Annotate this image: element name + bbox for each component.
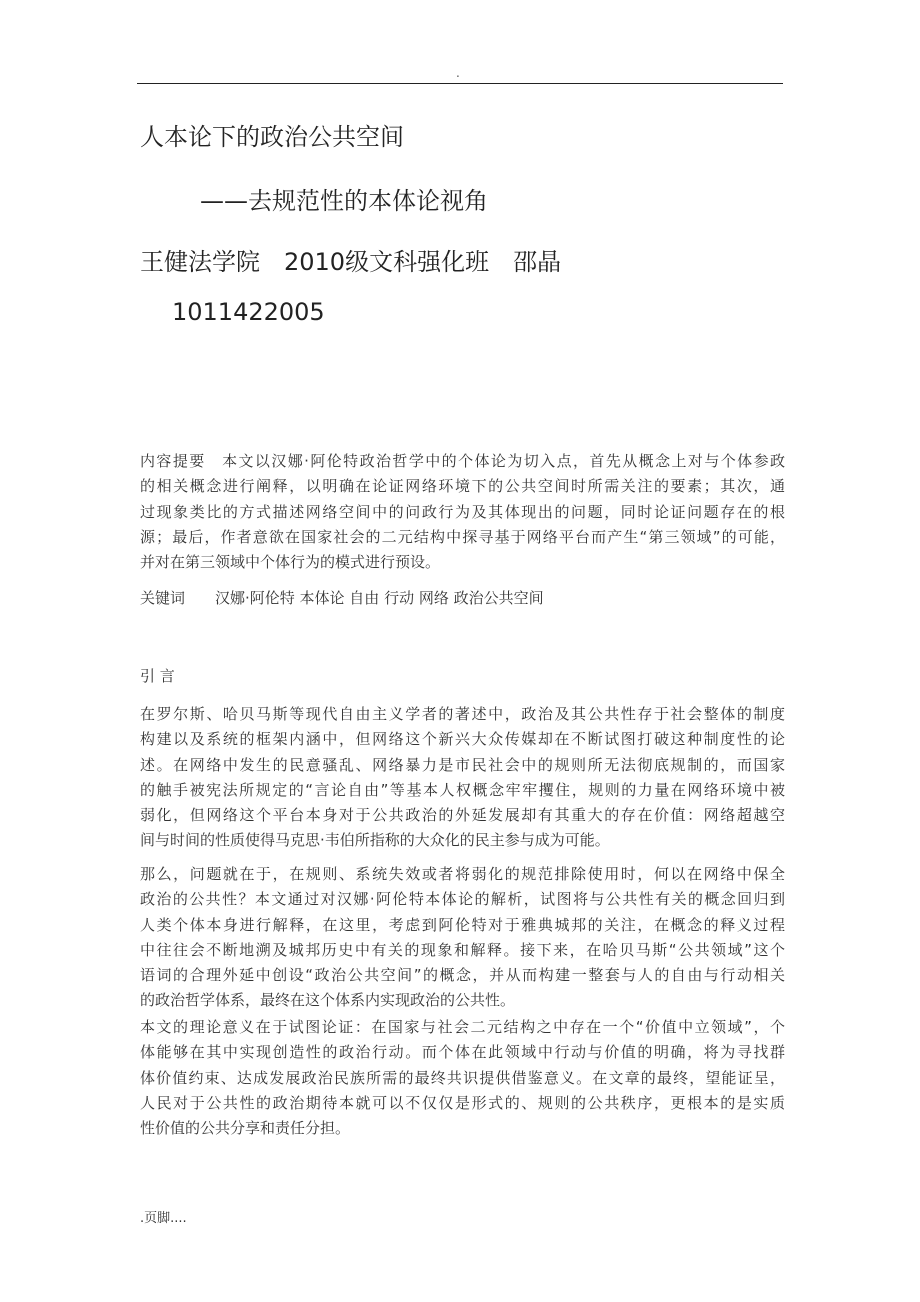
text-line: 性价值的公共分享和责任分担。: [140, 1119, 351, 1138]
keywords: 关键词 汉娜·阿伦特 本体论 自由 行动 网络 政治公共空间: [140, 589, 544, 607]
paragraph-1: [140, 702, 785, 854]
document-subtitle: ——去规范性的本体论视角: [200, 187, 488, 215]
abstract: [140, 449, 785, 575]
text-line: 内容提要 本文以汉娜·阿伦特政治哲学中的个体论为切入点，首先从概念上对与个体参政: [140, 452, 785, 470]
footer: .页脚....: [140, 1211, 187, 1226]
text-line: 弱化，但网络这个平台本身对于公共政治的外延发展却有其重大的存在价值：网络超越空: [140, 806, 785, 825]
text-line: 并对在第三领域中个体行为的模式进行预设。: [140, 553, 441, 572]
text-line: 那么，问题就在于，在规则、系统失效或者将弱化的规范排除使用时，何以在网络中保全: [140, 865, 785, 883]
text-line: 本文的理论意义在于试图论证：在国家与社会二元结构之中存在一个“价值中立领域”，个: [140, 1018, 785, 1036]
author-line: 王健法学院 2010级文科强化班 邵晶: [140, 248, 562, 276]
document-title: 人本论下的政治公共空间: [140, 123, 404, 151]
text-line: 人类个体本身进行解释，在这里，考虑到阿伦特对于雅典城邦的关注，在概念的释义过程: [140, 915, 785, 934]
text-line: 构建以及系统的框架内涵中，但网络这个新兴大众传媒却在不断试图打破这种制度性的论: [140, 730, 785, 749]
header-mark: .: [456, 66, 460, 80]
student-id: 1011422005: [172, 298, 325, 326]
text-line: 述。在网络中发生的民意骚乱、网络暴力是市民社会中的规则所无法彻底规制的，而国家: [140, 755, 785, 774]
header-rule: [137, 83, 783, 84]
text-line: 过现象类比的方式描述网络空间中的问政行为及其体现出的问题，同时论证问题存在的根: [140, 502, 785, 521]
text-line: 语词的合理外延中创设“政治公共空间”的概念，并从而构建一整套与人的自由与行动相关: [140, 966, 785, 985]
text-line: 中往往会不断地溯及城邦历史中有关的现象和解释。接下来，在哈贝马斯“公共领域”这个: [140, 940, 785, 959]
text-line: 体价值约束、达成发展政治民族所需的最终共识提供借鉴意义。在文章的最终，望能证呈，: [140, 1068, 785, 1087]
paragraph-3: [140, 1015, 785, 1141]
text-line: 人民对于公共性的政治期待本就可以不仅仅是形式的、规则的公共秩序，更根本的是实质: [140, 1093, 785, 1112]
text-line: 政治的公共性？本文通过对汉娜·阿伦特本体论的解析，试图将与公共性有关的概念回归到: [140, 890, 785, 909]
text-line: 的相关概念进行阐释，以明确在论证网络环境下的公共空间时所需关注的要素；其次，通: [140, 477, 785, 496]
paragraph-2: [140, 862, 785, 1014]
text-line: 间与时间的性质使得马克思·韦伯所指称的大众化的民主参与成为可能。: [140, 831, 610, 850]
text-line: 源；最后，作者意欲在国家社会的二元结构中探寻基于网络平台而产生“第三领域”的可能，: [140, 527, 785, 546]
section-title: 引 言: [140, 667, 175, 685]
text-line: 体能够在其中实现创造性的政治行动。而个体在此领域中行动与价值的明确，将为寻找群: [140, 1043, 785, 1062]
text-line: 的政治哲学体系，最终在这个体系内实现政治的公共性。: [140, 991, 516, 1010]
text-line: 在罗尔斯、哈贝马斯等现代自由主义学者的著述中，政治及其公共性存于社会整体的制度: [140, 705, 785, 723]
text-line: 的触手被宪法所规定的“言论自由”等基本人权概念牢牢攫住，规则的力量在网络环境中被: [140, 780, 785, 799]
